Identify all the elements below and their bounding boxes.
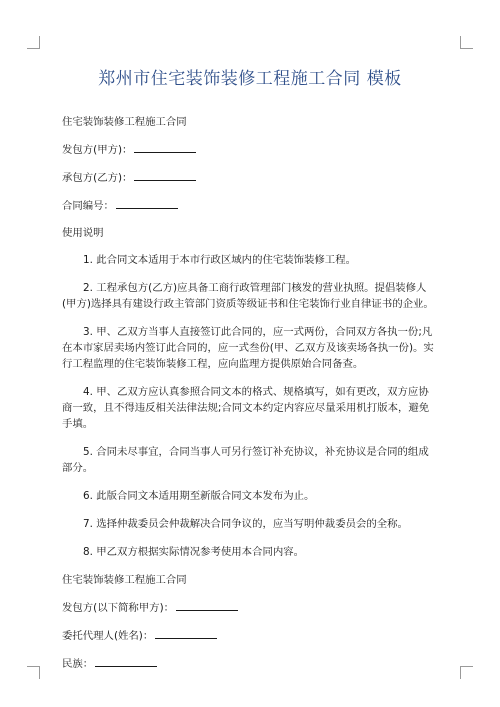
field-party-b-label: 承包方(乙方)： xyxy=(62,172,133,184)
section2-ethnicity-label: 民族： xyxy=(62,658,94,670)
contract-header-title: 住宅装饰装修工程施工合同 xyxy=(62,116,187,128)
instruction-item-6: 6. 此版合同文本适用期至新版合同文本发布为止。 xyxy=(83,490,315,502)
instruction-item-5: 5. 合同未尽事宜，合同当事人可另行签订补充协议，补充协议是合同的组成部分。 xyxy=(62,446,429,474)
section2-ethnicity-blank[interactable] xyxy=(95,655,157,667)
field-party-b xyxy=(62,169,438,186)
crop-mark-bottom-right xyxy=(460,666,473,679)
document-title: 郑州市住宅装饰装修工程施工合同 模板 xyxy=(98,69,402,89)
section2-agent-blank[interactable] xyxy=(155,627,217,639)
instruction-item-1: 1. 此合同文本适用于本市行政区域内的住宅装饰装修工程。 xyxy=(83,254,356,266)
crop-mark-bottom-left xyxy=(27,666,40,679)
instruction-item-4: 4. 甲、乙双方应认真参照合同文本的格式、规格填写，如有更改，双方应协商一致，且不得违反相关法律法规;合同文本约定内容应尽量采用机打版本，避免手填。 xyxy=(62,386,430,430)
section2-field-agent xyxy=(62,627,438,644)
crop-mark-top-left xyxy=(27,36,40,49)
section2-title: 住宅装饰装修工程施工合同 xyxy=(62,574,187,586)
field-party-a-blank[interactable] xyxy=(134,141,196,153)
section2-party-a-blank[interactable] xyxy=(176,599,238,611)
instruction-item-7: 7. 选择仲裁委员会仲裁解决合同争议的，应当写明仲裁委员会的全称。 xyxy=(83,518,408,530)
document-body xyxy=(62,114,438,683)
section2-field-party-a xyxy=(62,599,438,616)
instructions-heading: 使用说明 xyxy=(62,227,104,239)
section2-field-ethnicity xyxy=(62,655,438,672)
section2-party-a-label: 发包方(以下简称甲方)： xyxy=(62,602,175,614)
field-party-b-blank[interactable] xyxy=(134,169,196,181)
field-party-a xyxy=(62,141,438,158)
instruction-item-8: 8. 甲乙双方根据实际情况参考使用本合同内容。 xyxy=(83,546,305,558)
field-contract-no-blank[interactable] xyxy=(116,197,178,209)
section2-agent-label: 委托代理人(姓名)： xyxy=(62,630,154,642)
instruction-item-3: 3. 甲、乙双方当事人直接签订此合同的，应一式两份，合同双方各执一份;凡在本市家居卖场内签订此合同的，应一式叁份(甲、乙双方及该卖场各执一份)。实行工程监理的住宅装饰装修工程，应向监理方提供原始合同备查。 xyxy=(62,326,434,370)
instruction-item-2: 2. 工程承包方(乙方)应具备工商行政管理部门核发的营业执照。提倡装修人(甲方)选择具有建设行政主管部门资质等级证书和住宅装饰行业自律证书的企业。 xyxy=(62,282,434,310)
field-party-a-label: 发包方(甲方)： xyxy=(62,144,133,156)
field-contract-no xyxy=(62,197,438,214)
crop-mark-top-right xyxy=(460,36,473,49)
field-contract-no-label: 合同编号： xyxy=(62,200,114,212)
